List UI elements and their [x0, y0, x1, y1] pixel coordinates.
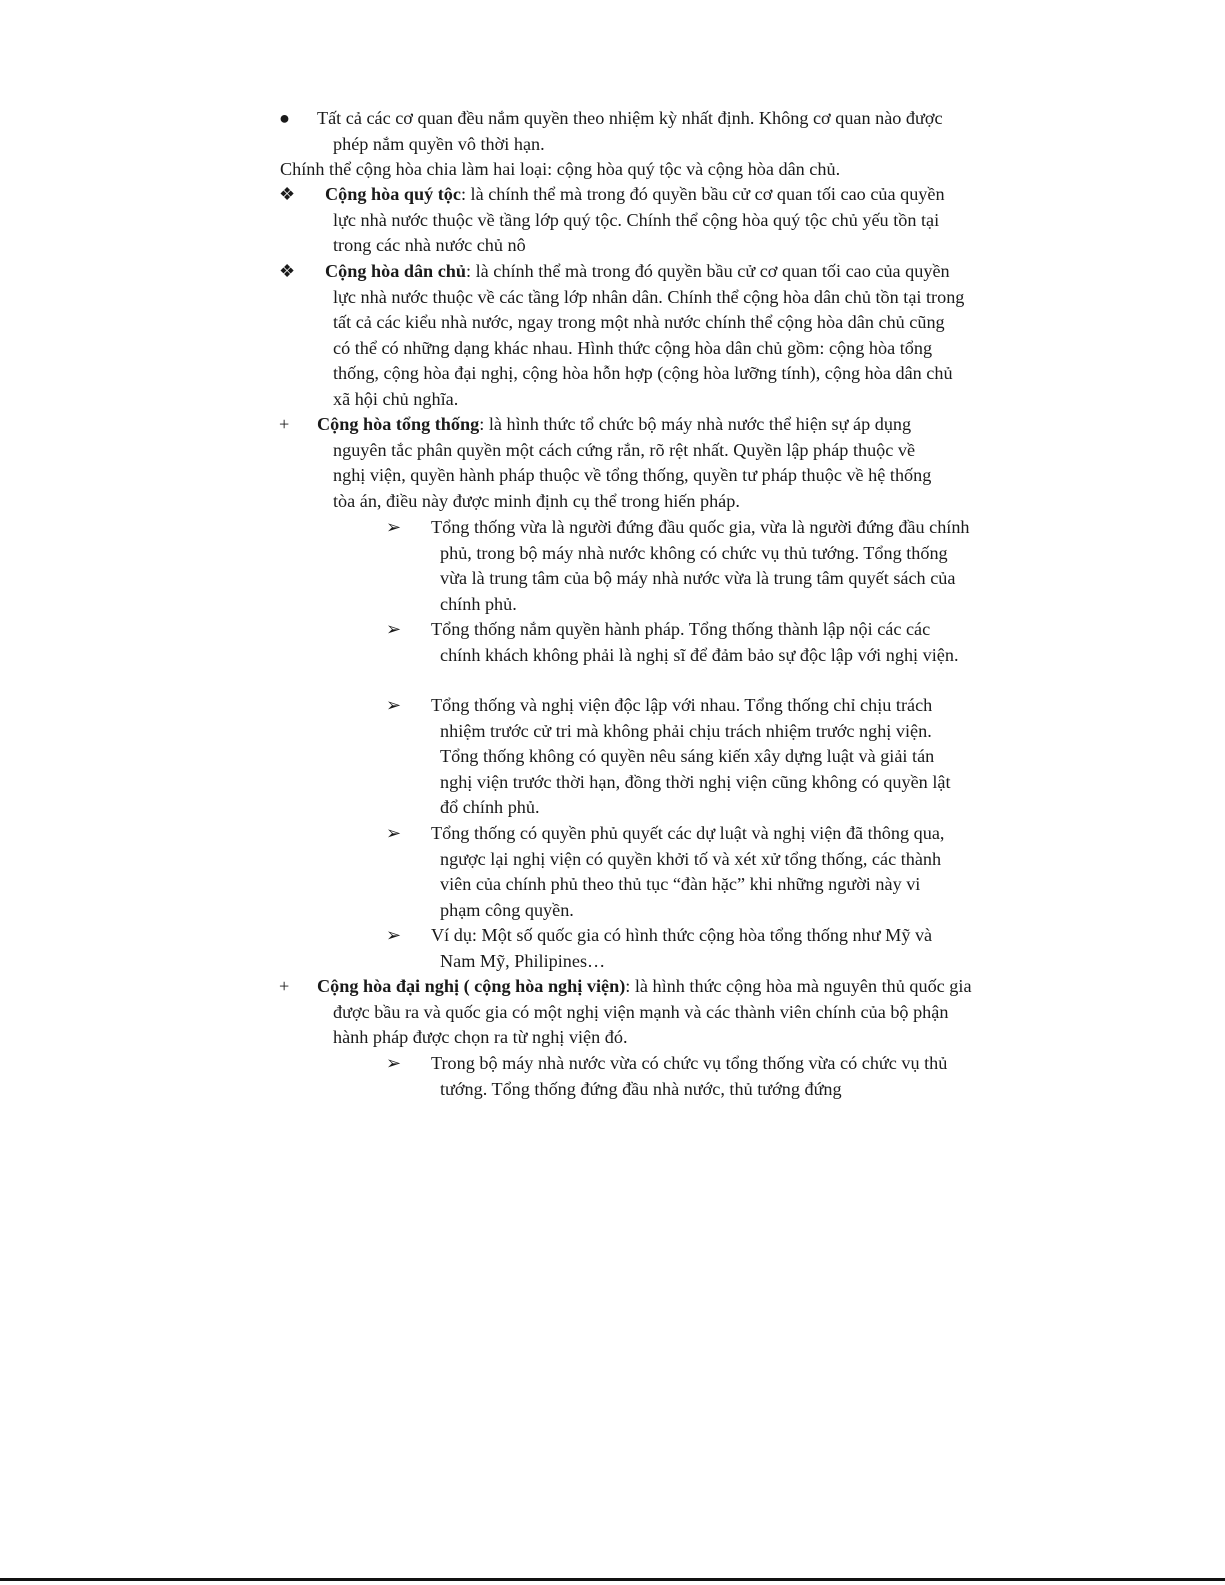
parliamentary-point-1-text: Trong bộ máy nhà nước vừa có chức vụ tổng thống vừa có chức vụ thủ tướng. Tổng thống đứng đầu nhà nước, thủ tướng đứng [431, 1053, 948, 1099]
arrow-bullet-icon: ➢ [386, 925, 402, 945]
democratic-republic-title: Cộng hòa dân chủ [325, 261, 467, 281]
arrow-bullet-icon: ➢ [386, 517, 402, 537]
democratic-republic-text: : là chính thể mà trong đó quyền bầu cử cơ quan tối cao của quyền lực nhà nước thuộc về các tầng lớp nhân dân. Chính thể cộng hòa dân chủ tồn tại trong tất cả các kiểu nhà nước, ngay trong một nhà nước chính thể cộng hòa dân chủ cũng có thể có những dạng khác nhau. Hình thức cộng hòa dân chủ gồm: cộng hòa tổng thống, cộng hòa đại nghị, cộng hòa hỗn hợp (cộng hòa lưỡng tính), cộng hòa dân chủ xã hội chủ nghĩa. [333, 261, 965, 409]
parliamentary-republic [279, 974, 973, 1051]
presidential-point-4 [386, 821, 960, 923]
page-bottom-border [0, 1578, 1225, 1581]
diamond-bullet-icon: ❖ [279, 184, 296, 204]
presidential-point-3-text: Tổng thống và nghị viện độc lập với nhau. Tổng thống chỉ chịu trách nhiệm trước cử tri mà không phải chịu trách nhiệm trước nghị viện. Tổng thống không có quyền nêu sáng kiến xây dựng luật và giải tán nghị viện trước thời hạn, đồng thời nghị viện cũng không có quyền lật đổ chính phủ. [431, 695, 951, 818]
arrow-bullet-icon: ➢ [386, 695, 402, 715]
aristocratic-republic-text: : là chính thể mà trong đó quyền bầu cử cơ quan tối cao của quyền lực nhà nước thuộc về tầng lớp quý tộc. Chính thể cộng hòa quý tộc chủ yếu tồn tại trong các nhà nước chủ nô [333, 184, 945, 256]
parliamentary-republic-title: Cộng hòa đại nghị ( cộng hòa nghị viện) [317, 976, 626, 996]
presidential-republic-text: : là hình thức tổ chức bộ máy nhà nước thể hiện sự áp dụng nguyên tắc phân quyền một cách cứng rắn, rõ rệt nhất. Quyền lập pháp thuộc về nghị viện, quyền hành pháp thuộc về tổng thống, quyền tư pháp thuộc về hệ thống tòa án, điều này được minh định cụ thể trong hiến pháp. [333, 414, 932, 511]
bullet-term-limit [279, 106, 943, 157]
presidential-point-5-text: Ví dụ: Một số quốc gia có hình thức cộng hòa tổng thống như Mỹ và Nam Mỹ, Philipines… [431, 925, 933, 971]
bullet-term-limit-text: Tất cả các cơ quan đều nắm quyền theo nhiệm kỳ nhất định. Không cơ quan nào được phép nắm quyền vô thời hạn. [317, 108, 943, 154]
plus-bullet-icon: + [279, 976, 290, 996]
presidential-point-5 [386, 923, 950, 974]
presidential-point-2-text: Tổng thống nắm quyền hành pháp. Tổng thống thành lập nội các các chính khách không phải là nghị sĩ để đảm bảo sự độc lập với nghị viện. [431, 619, 959, 665]
bullet-dot-icon: ● [279, 108, 290, 128]
aristocratic-republic-title: Cộng hòa quý tộc [325, 184, 461, 204]
republic-intro-text: Chính thể cộng hòa chia làm hai loại: cộng hòa quý tộc và cộng hòa dân chủ. [280, 159, 841, 179]
republic-intro [280, 157, 940, 183]
arrow-bullet-icon: ➢ [386, 619, 402, 639]
democratic-republic [279, 259, 965, 413]
parliamentary-point-1 [386, 1051, 960, 1102]
diamond-bullet-icon: ❖ [279, 261, 296, 281]
presidential-point-4-text: Tổng thống có quyền phủ quyết các dự luật và nghị viện đã thông qua, ngược lại nghị viện có quyền khởi tố và xét xử tổng thống, các thành viên của chính phủ theo thủ tục “đàn hặc” khi những người này vi phạm công quyền. [431, 823, 945, 920]
presidential-point-3 [386, 693, 956, 821]
arrow-bullet-icon: ➢ [386, 823, 402, 843]
presidential-point-2 [386, 617, 970, 668]
presidential-point-1-text: Tổng thống vừa là người đứng đầu quốc gia, vừa là người đứng đầu chính phủ, trong bộ máy nhà nước không có chức vụ thủ tướng. Tổng thống vừa là trung tâm của bộ máy nhà nước vừa là trung tâm quyết sách của chính phủ. [431, 517, 970, 614]
aristocratic-republic [279, 182, 945, 259]
arrow-bullet-icon: ➢ [386, 1053, 402, 1073]
presidential-republic [279, 412, 941, 514]
presidential-point-1 [386, 515, 970, 617]
plus-bullet-icon: + [279, 414, 290, 434]
parliamentary-republic-text: : là hình thức cộng hòa mà nguyên thủ quốc gia được bầu ra và quốc gia có một nghị viện mạnh và các thành viên chính của bộ phận hành pháp được chọn ra từ nghị viện đó. [333, 976, 972, 1048]
presidential-republic-title: Cộng hòa tổng thống [317, 414, 480, 434]
